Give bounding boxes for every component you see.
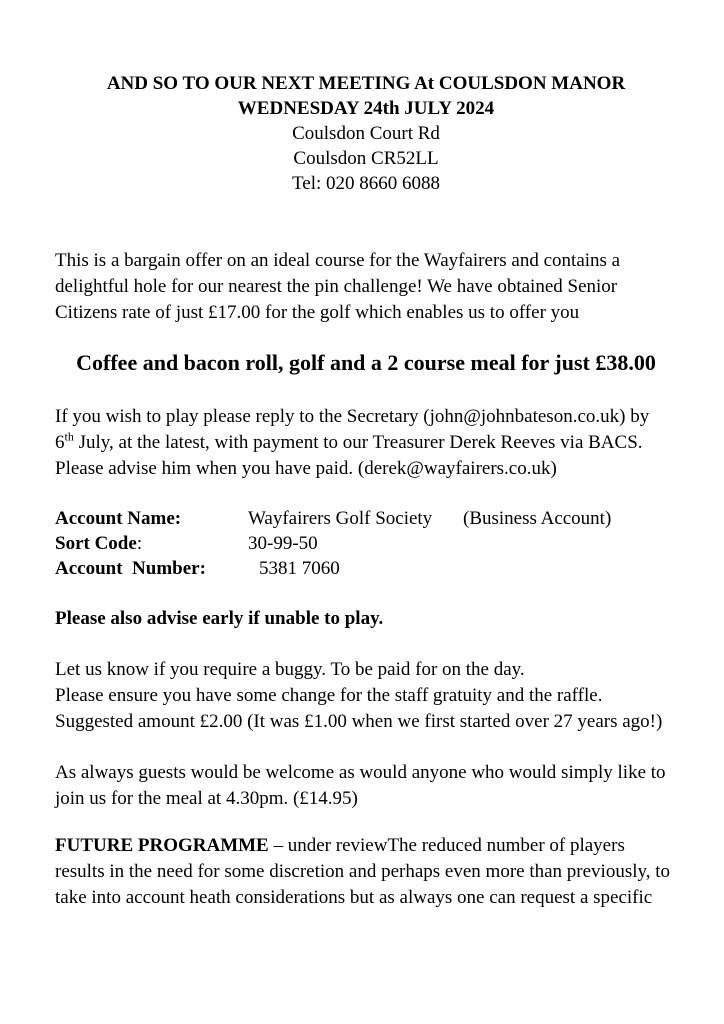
advise-notice: Please also advise early if unable to play. bbox=[55, 608, 384, 629]
offer-headline: Coffee and bacon roll, golf and a 2 course meal for just £38.00 bbox=[76, 350, 656, 375]
reply-paragraph bbox=[55, 404, 695, 482]
buggy-line-1: Let us know if you require a buggy. To be paid for on the day. bbox=[55, 659, 525, 680]
future-line-3: take into account heath considerations but as always one can request a specific bbox=[55, 887, 653, 908]
account-number-value: 5381 7060 bbox=[259, 558, 340, 579]
meeting-date: WEDNESDAY 24th JULY 2024 bbox=[237, 98, 495, 119]
account-name-label: Account Name: bbox=[55, 508, 182, 529]
intro-line-2: delightful hole for our nearest the pin challenge! We have obtained Senior bbox=[55, 276, 618, 297]
guests-paragraph bbox=[55, 760, 695, 812]
reply-line-2 bbox=[55, 430, 695, 456]
guests-line-1: As always guests would be welcome as would anyone who would simply like to bbox=[55, 762, 666, 783]
reply-line-2-rest: July, at the latest, with payment to our Treasurer Derek Reeves via BACS. bbox=[73, 432, 643, 453]
future-line-2: results in the need for some discretion and perhaps even more than previously, to bbox=[55, 861, 671, 882]
reply-line-3: Please advise him when you have paid. (derek@wayfairers.co.uk) bbox=[55, 458, 557, 479]
meeting-header bbox=[0, 71, 724, 196]
sort-code-label bbox=[55, 531, 142, 557]
intro-paragraph bbox=[55, 248, 695, 326]
future-line-1-rest: – under reviewThe reduced number of players bbox=[268, 835, 625, 856]
account-number-label: Account Number: bbox=[55, 558, 206, 579]
sort-code-row bbox=[55, 531, 675, 556]
buggy-paragraph bbox=[55, 657, 695, 735]
reply-line-1: If you wish to play please reply to the Secretary (john@johnbateson.co.uk) by bbox=[55, 406, 650, 427]
buggy-line-2: Please ensure you have some change for the staff gratuity and the raffle. bbox=[55, 685, 603, 706]
sort-code-colon: : bbox=[136, 533, 143, 554]
telephone: Tel: 020 8660 6088 bbox=[291, 173, 441, 194]
sort-code-label-text: Sort Code bbox=[55, 533, 137, 554]
address-line-1: Coulsdon Court Rd bbox=[292, 123, 440, 144]
bank-details bbox=[55, 506, 675, 581]
account-number-row bbox=[55, 556, 675, 581]
guests-line-2: join us for the meal at 4.30pm. (£14.95) bbox=[55, 788, 358, 809]
future-programme-heading: FUTURE PROGRAMME bbox=[55, 835, 269, 856]
future-line-1 bbox=[55, 833, 695, 859]
intro-line-3: Citizens rate of just £17.00 for the golf which enables us to offer you bbox=[55, 302, 580, 323]
account-type: (Business Account) bbox=[463, 508, 612, 529]
reply-day-suffix: th bbox=[64, 429, 74, 444]
account-name-value: Wayfairers Golf Society bbox=[248, 508, 433, 529]
address-line-2: Coulsdon CR52LL bbox=[293, 148, 439, 169]
sort-code-value: 30-99-50 bbox=[248, 533, 318, 554]
intro-line-1: This is a bargain offer on an ideal course for the Wayfairers and contains a bbox=[55, 250, 621, 271]
future-programme-paragraph bbox=[55, 833, 695, 911]
account-name-row bbox=[55, 506, 675, 531]
reply-day: 6 bbox=[55, 432, 65, 453]
buggy-line-3: Suggested amount £2.00 (It was £1.00 when we first started over 27 years ago!) bbox=[55, 711, 663, 732]
meeting-title: AND SO TO OUR NEXT MEETING At COULSDON MANOR bbox=[106, 73, 626, 94]
